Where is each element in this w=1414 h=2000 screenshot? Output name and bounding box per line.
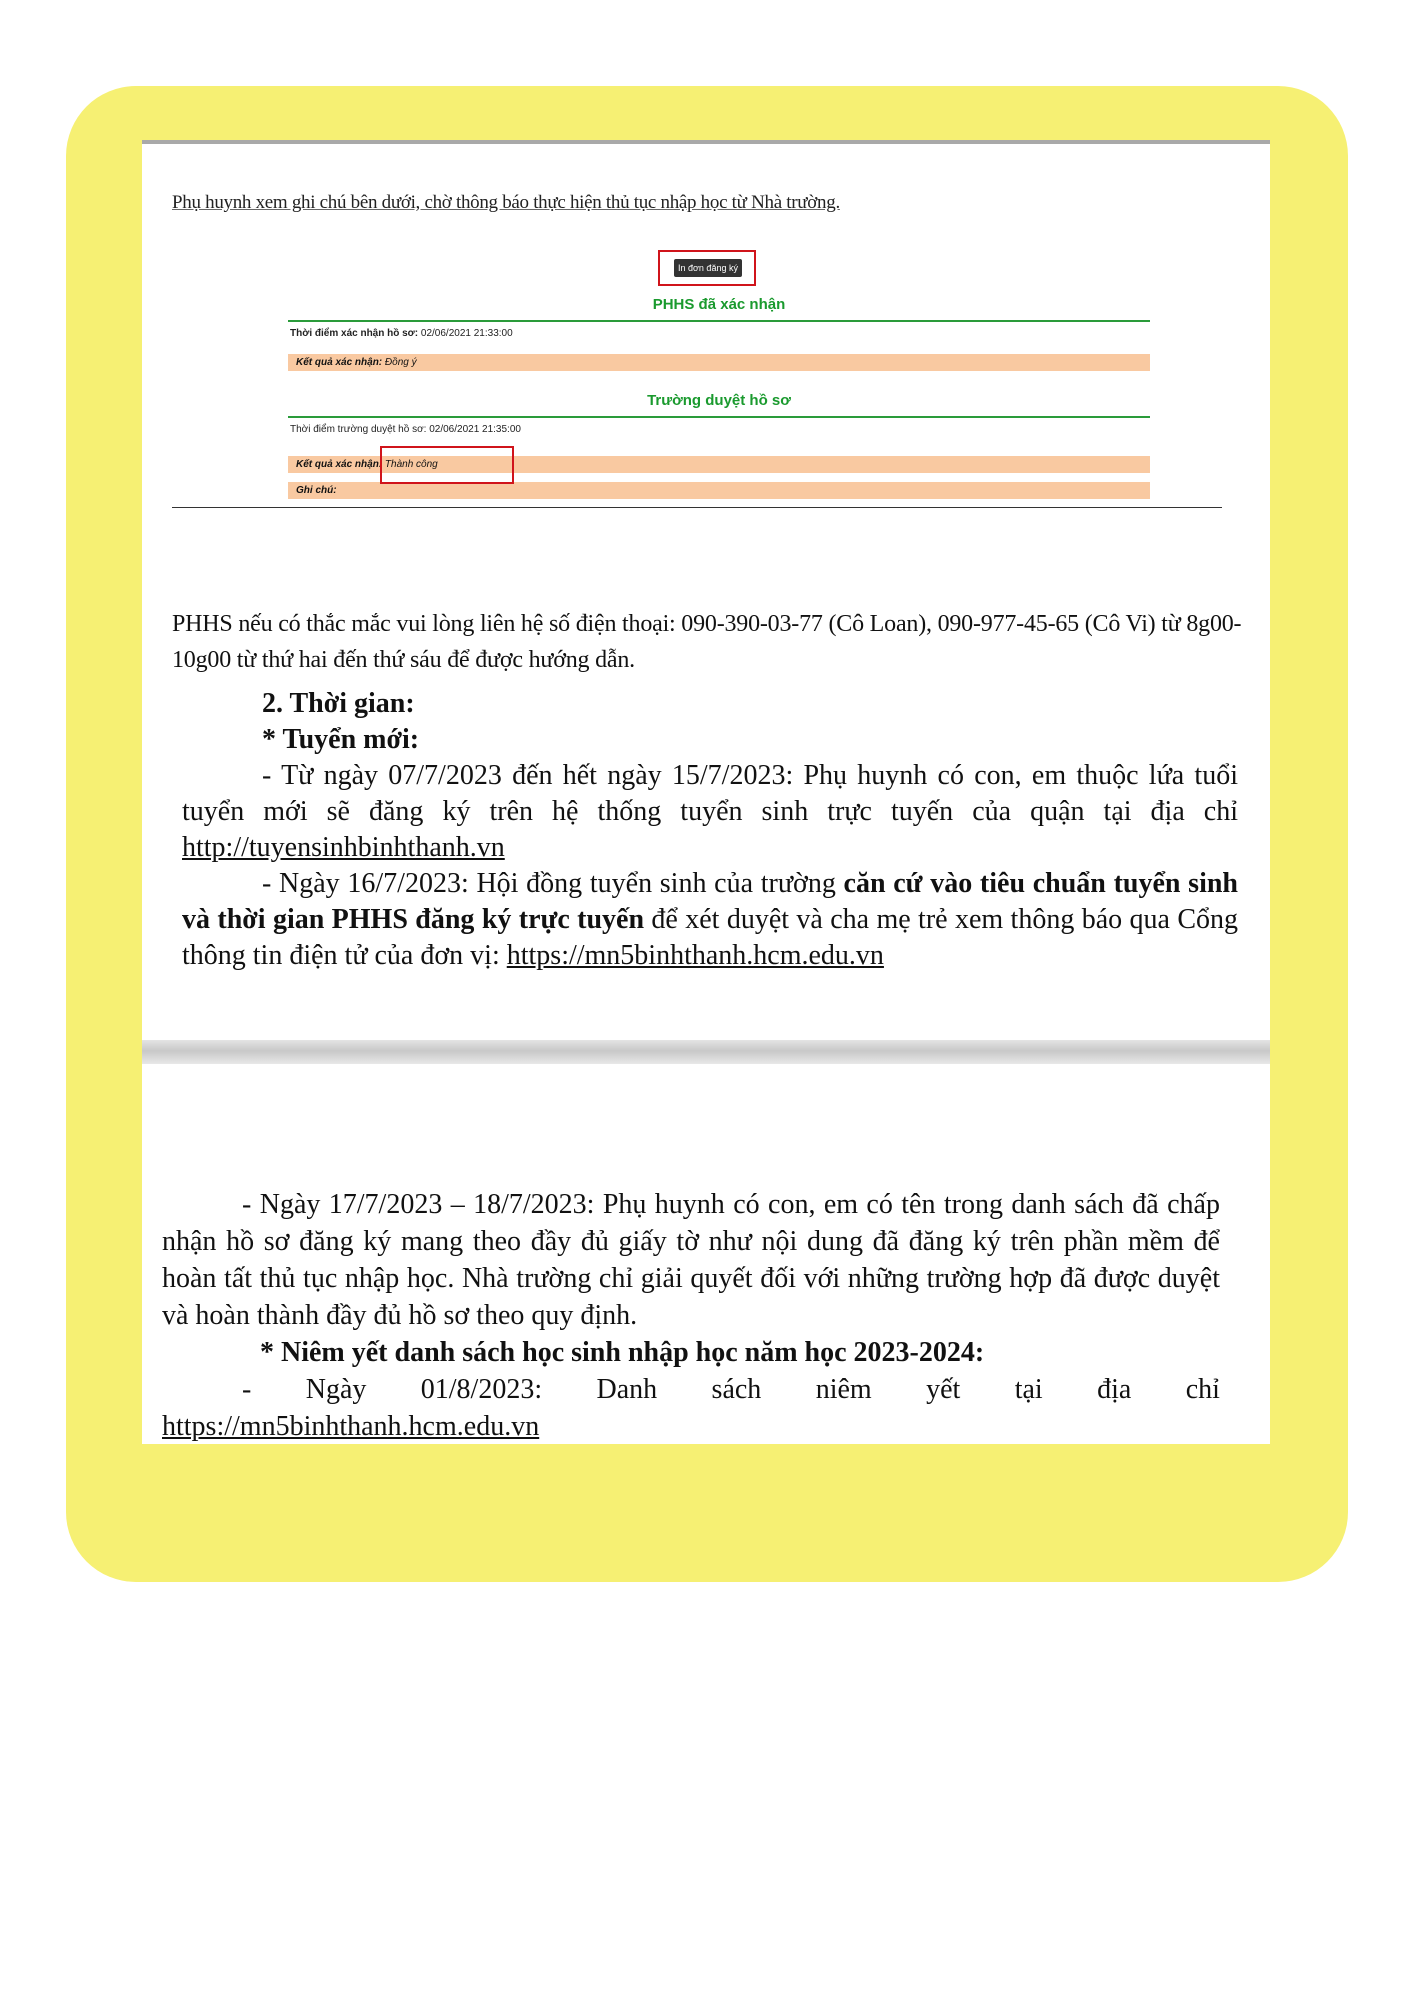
contact-info: PHHS nếu có thắc mắc vui lòng liên hệ số điện thoại: 090-390-03-77 (Cô Loan), 090-977-45-65 (Cô Vi) từ 8g00-10g00 từ thứ hai đến thứ sáu để được hướng dẫn. [172, 611, 1242, 673]
review-section-title: Trường duyệt hồ sơ [647, 392, 791, 409]
posting-line: - Ngày 01/8/2023: Danh sách niêm yết tại địa chỉ [242, 1374, 1220, 1405]
schedule-heading: 2. Thời gian: [262, 688, 415, 719]
result-highlight [380, 446, 514, 484]
portal-note: Phụ huynh xem ghi chú bên dưới, chờ thông báo thực hiện thủ tục nhập học từ Nhà trường. [172, 192, 840, 213]
posting-heading: * Niêm yết danh sách học sinh nhập học năm học 2023-2024: [260, 1337, 985, 1368]
portal-screenshot [142, 140, 1270, 690]
registration-link[interactable]: http://tuyensinhbinhthanh.vn [182, 832, 505, 863]
rule [172, 507, 1222, 508]
print-button-highlight [658, 250, 756, 286]
posting-link[interactable]: https://mn5binhthanh.hcm.edu.vn [162, 1411, 540, 1442]
page-gap [142, 1040, 1270, 1064]
schedule-item-2: - Ngày 16/7/2023: Hội đồng tuyển sinh của trường căn cứ vào tiêu chuẩn tuyển sinh và thời gian PHHS đăng ký trực tuyến để xét duyệt và cha mẹ trẻ xem thông báo qua Cổng thông tin điện tử của đơn vị: https://mn5binhthanh.hcm.edu.vn [182, 868, 1239, 971]
review-note: Ghi chú: [288, 482, 1150, 499]
confirm-time: Thời điểm xác nhận hồ sơ: 02/06/2021 21:33:00 [290, 328, 513, 339]
schedule-item-1: - Từ ngày 07/7/2023 đến hết ngày 15/7/2023: Phụ huynh có con, em thuộc lứa tuổi tuyển mới sẽ đăng ký trên hệ thống tuyển sinh trực tuyến của quận tại địa chỉ http://tuyensinhbinhthanh.vn [182, 760, 1238, 863]
schedule-item-3: - Ngày 17/7/2023 – 18/7/2023: Phụ huynh có con, em có tên trong danh sách đã chấp nhận hồ sơ đăng ký mang theo đầy đủ giấy tờ như nội dung đã đăng ký trên phần mềm để hoàn tất thủ tục nhập học. Nhà trường chỉ giải quyết đối với những trường hợp đã được duyệt và hoàn thành đầy đủ hồ sơ theo quy định. [162, 1189, 1220, 1331]
new-enrollment-heading: * Tuyển mới: [262, 724, 420, 755]
divider [288, 416, 1150, 418]
print-form-button[interactable]: In đơn đăng ký [674, 259, 742, 277]
schedule-section [142, 686, 1270, 1040]
confirmed-section-title: PHHS đã xác nhận [652, 296, 786, 313]
confirm-result: Kết quả xác nhận: Đồng ý [288, 354, 1150, 371]
review-result: Kết quả xác nhận: Thành công [288, 456, 1150, 473]
school-portal-link[interactable]: https://mn5binhthanh.hcm.edu.vn [506, 940, 884, 971]
schedule-continued [142, 1064, 1270, 1444]
divider [288, 320, 1150, 322]
review-time: Thời điểm trường duyệt hồ sơ: 02/06/2021 21:35:00 [290, 424, 521, 435]
